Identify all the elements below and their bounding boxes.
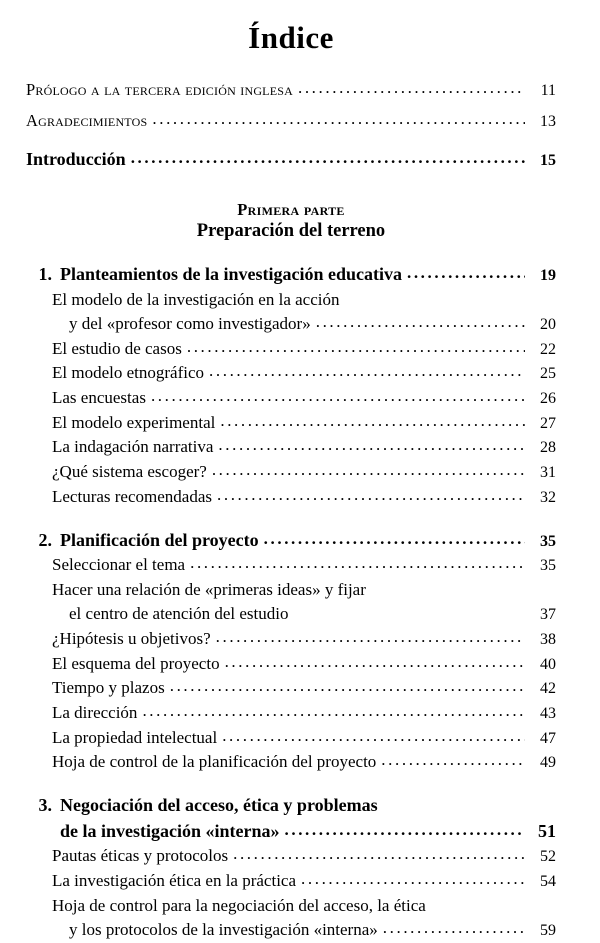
toc-entry-label: Tiempo y plazos [52,678,165,698]
toc-entry-label: Seleccionar el tema [52,555,186,575]
chapter-number: 3. [38,795,52,816]
dot-leader [381,748,525,772]
toc-entry[interactable] [52,844,556,869]
toc-entry-page: 40 [540,655,556,673]
toc-entry-page: 47 [540,729,556,747]
toc-entry-page: 26 [540,389,556,407]
toc-entry-label: Pautas éticas y protocolos [52,846,229,866]
dot-leader [131,146,525,170]
toc-entry-label: Prólogo a la tercera edición inglesa [26,80,293,99]
part-label: Primera parte [237,200,345,220]
dot-leader [285,818,526,842]
toc-entry-label: El modelo experimental [52,412,216,432]
toc-entry[interactable] [52,386,556,411]
toc-entry[interactable] [52,337,556,362]
toc-entry-page: 43 [540,704,556,722]
toc-entry-page: 28 [540,439,556,457]
dot-leader [220,409,525,433]
dot-leader [152,107,525,131]
toc-entry[interactable] [52,750,556,775]
toc-entry[interactable] [52,361,556,386]
toc-entry-label-cont: y los protocolos de la investigación «interna» [69,919,378,939]
toc-entry-page: 59 [540,921,556,939]
toc-entry-page: 42 [540,680,556,698]
chapter-number: 2. [38,529,52,550]
part-title: Preparación del terreno [196,221,386,242]
dot-leader [187,335,525,359]
toc-entry-label: Agradecimientos [26,110,148,130]
toc-entry-label: Introducción [26,149,126,170]
toc-entry-page: 22 [540,340,556,358]
toc-entry-page: 11 [540,82,556,99]
toc-entry-label: El esquema del proyecto [52,653,220,673]
toc-entry-label: Hoja de control de la planificación del proyecto [52,752,377,772]
toc-entry-label: La investigación ética en la práctica [52,870,297,890]
toc-entry-introduction[interactable] [26,147,556,173]
chapter-page: 51 [538,820,556,841]
toc-entry-page: 37 [540,606,556,624]
toc-entry-page: 25 [540,365,556,383]
chapter-entries [26,288,556,510]
toc-entry-continued[interactable] [52,312,556,337]
dot-leader [170,674,525,698]
toc-entry-label: El modelo etnográfico [52,363,205,383]
chapter-title: Planteamientos de la investigación educativa [60,263,402,284]
toc-entry[interactable] [52,460,556,485]
toc-entry-continued[interactable] [52,602,556,627]
chapter-heading[interactable] [26,528,556,554]
toc-entry[interactable] [52,701,556,726]
toc-entry-label: La dirección [52,702,138,722]
dot-leader [217,483,525,507]
dot-leader [301,867,525,891]
dot-leader [298,76,525,100]
toc-entry-page: 13 [540,112,556,130]
toc-entry-label: Hoja de control para la negociación del acceso, la ética [52,895,426,915]
chapter-heading[interactable] [26,793,556,819]
toc-entry-page: 32 [540,488,556,506]
dot-leader [225,650,525,674]
toc-entry[interactable] [52,411,556,436]
toc-entry[interactable] [26,109,556,134]
dot-leader [218,433,525,457]
toc-entry[interactable] [52,288,556,312]
chapter-number: 1. [38,263,52,284]
page-title: Índice [248,20,334,55]
toc-entry-label: La propiedad intelectual [52,727,218,747]
toc-entry[interactable] [52,894,556,918]
dot-leader [216,625,525,649]
toc-entry[interactable] [52,435,556,460]
toc-entry-page: 27 [540,414,556,432]
toc-entry-label: ¿Qué sistema escoger? [52,462,207,482]
dot-leader [233,842,525,866]
dot-leader [222,724,525,748]
chapter-heading[interactable] [26,262,556,288]
toc-entry-label-cont: y del «profesor como investigador» [69,313,311,333]
toc-entry-page: 31 [540,464,556,482]
dot-leader [212,458,525,482]
part-heading [26,199,556,244]
toc-entry[interactable] [52,869,556,894]
front-matter-list [26,78,556,133]
toc-entry-label: El estudio de casos [52,338,182,358]
toc-entry[interactable] [52,676,556,701]
toc-entry-page: 54 [540,872,556,890]
toc-entry-label: Hacer una relación de «primeras ideas» y fijar [52,579,366,599]
chapter-block [26,793,556,942]
toc-entry-page: 15 [540,152,556,170]
dot-leader [209,359,525,383]
toc-entry-page: 35 [540,557,556,575]
dot-leader [142,699,525,723]
toc-entry-continued[interactable] [52,918,556,943]
dot-leader [264,527,525,551]
dot-leader [190,551,525,575]
chapter-block [26,528,556,776]
toc-entry[interactable] [52,578,556,602]
toc-entry-page: 52 [540,848,556,866]
toc-entry[interactable] [52,726,556,751]
chapter-title: Planificación del proyecto [60,529,259,550]
dot-leader [383,916,525,940]
chapter-block [26,262,556,510]
toc-entry-page: 20 [540,315,556,333]
toc-entry-label: La indagación narrativa [52,437,214,457]
toc-entry-page: 38 [540,630,556,648]
toc-entry[interactable] [52,485,556,510]
chapter-page: 19 [540,266,556,284]
toc-entry-page: 49 [540,754,556,772]
introduction-section [26,147,556,173]
chapter-title-cont: de la investigación «interna» [60,820,280,841]
chapter-entries [26,553,556,775]
toc-entry-label: Lecturas recomendadas [52,486,212,506]
toc-entry[interactable] [52,652,556,677]
toc-entry[interactable] [52,627,556,652]
chapter-title: Negociación del acceso, ética y problemas [60,795,378,816]
chapter-entries [26,844,556,942]
toc-entry[interactable] [52,553,556,578]
chapter-page: 35 [540,532,556,550]
toc-entry-label: ¿Hipótesis u objetivos? [52,628,211,648]
toc-entry-label: El modelo de la investigación en la acción [52,289,340,309]
dot-leader [151,384,525,408]
toc-entry[interactable] [26,78,556,103]
dot-leader [407,261,525,285]
chapter-heading-continued[interactable] [26,819,556,845]
dot-leader [316,310,525,334]
toc-entry-label-cont: el centro de atención del estudio [69,604,289,624]
toc-entry-label: Las encuestas [52,387,146,407]
